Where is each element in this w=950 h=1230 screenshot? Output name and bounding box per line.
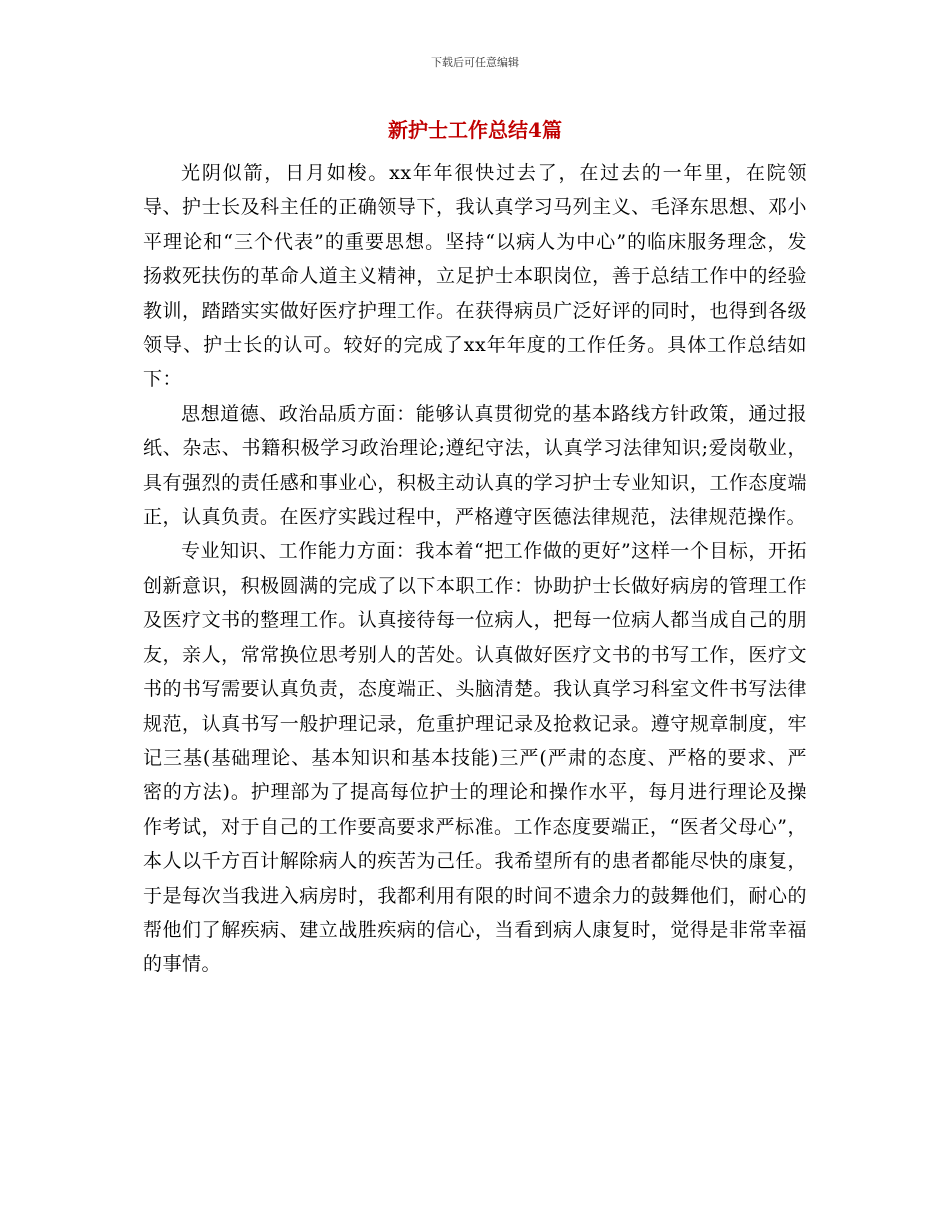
paragraph-professional: 专业知识、工作能力方面：我本着“把工作做的更好”这样一个目标，开拓创新意识，积极圆满的完成了以下本职工作：协助护士长做好病房的管理工作及医疗文书的整理工作。认真接待每一位病人，把每一位病人都当成自己的朋友，亲人，常常换位思考别人的苦处。认真做好医疗文书的书写工作，医疗文书的书写需要认真负责，态度端正、头脑清楚。我认真学习科室文件书写法律规范，认真书写一般护理记录，危重护理记录及抢救记录。遵守规章制度，牢记三基(基础理论、基本知识和基本技能)三严(严肃的态度、严格的要求、严密的方法)。护理部为了提高每位护士的理论和操作水平，每月进行理论及操作考试，对于自己的工作要高要求严标准。工作态度要端正，“医者父母心”，本人以千方百计解除病人的疾苦为己任。我希望所有的患者都能尽快的康复，于是每次当我进入病房时，我都利用有限的时间不遗余力的鼓舞他们，耐心的帮他们了解疾病、建立战胜疾病的信心，当看到病人康复时，觉得是非常幸福的事情。	[143, 540, 807, 976]
header-note: 下载后可任意编辑	[431, 56, 519, 69]
document-body	[143, 156, 807, 982]
document-title: 新护士工作总结4篇	[388, 118, 562, 142]
paragraph-intro: 光阴似箭，日月如梭。xx年年很快过去了，在过去的一年里，在院领导、护士长及科主任的正确领导下，我认真学习马列主义、毛泽东思想、邓小平理论和“三个代表”的重要思想。坚持“以病人为中心”的临床服务理念，发扬救死扶伤的革命人道主义精神，立足护士本职岗位，善于总结工作中的经验教训，踏踏实实做好医疗护理工作。在获得病员广泛好评的同时，也得到各级领导、护士长的认可。较好的完成了xx年年度的工作任务。具体工作总结如下：	[143, 162, 807, 391]
paragraph-ideology: 思想道德、政治品质方面：能够认真贯彻党的基本路线方针政策，通过报纸、杂志、书籍积极学习政治理论;遵纪守法，认真学习法律知识;爱岗敬业，具有强烈的责任感和事业心，积极主动认真的学习护士专业知识，工作态度端正，认真负责。在医疗实践过程中，严格遵守医德法律规范，法律规范操作。	[143, 402, 807, 529]
